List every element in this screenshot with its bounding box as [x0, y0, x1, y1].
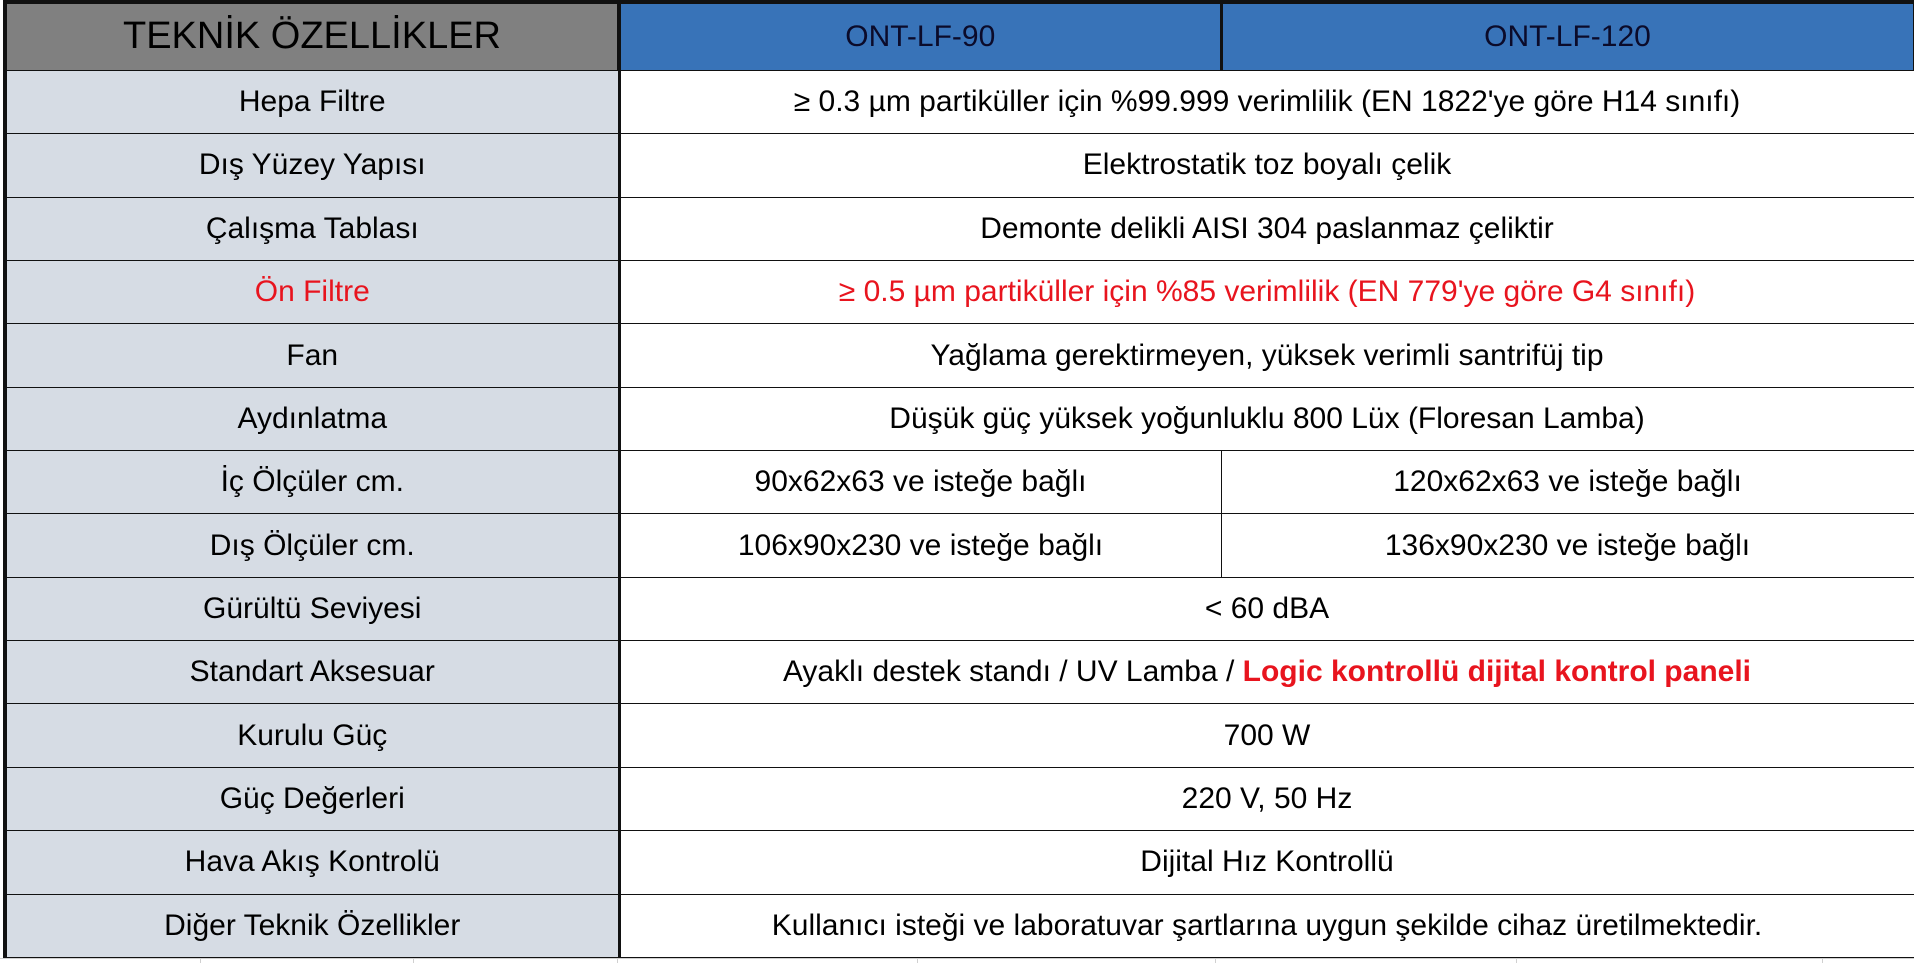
row-label: Dış Ölçüler cm. [5, 514, 619, 577]
row-label: Hepa Filtre [5, 70, 619, 133]
table-row [5, 387, 1914, 450]
row-value: Düşük güç yüksek yoğunluklu 800 Lüx (Floresan Lamba) [619, 387, 1914, 450]
model-header-ont-lf-120: ONT-LF-120 [1221, 2, 1914, 70]
gridline [200, 959, 201, 963]
table-row [5, 197, 1914, 260]
row-label: Ön Filtre [5, 260, 619, 323]
table-title: TEKNİK ÖZELLİKLER [5, 2, 619, 70]
table-row [5, 704, 1914, 767]
table-row [5, 514, 1914, 577]
row-value: ≥ 0.3 µm partiküller için %99.999 verimlilik (EN 1822'ye göre H14 sınıfı) [619, 70, 1914, 133]
row-label: Aydınlatma [5, 387, 619, 450]
model-header-ont-lf-90: ONT-LF-90 [619, 2, 1221, 70]
gridline [1822, 959, 1823, 963]
gridline [917, 959, 918, 963]
row-value: Demonte delikli AISI 304 paslanmaz çeliktir [619, 197, 1914, 260]
row-label: İç Ölçüler cm. [5, 451, 619, 514]
spec-table [3, 0, 1914, 958]
row-value: Dijital Hız Kontrollü [619, 831, 1914, 894]
table-row [5, 70, 1914, 133]
row-label: Gürültü Seviyesi [5, 577, 619, 640]
table-row [5, 767, 1914, 830]
row-value-ont-lf-90: 106x90x230 ve isteğe bağlı [619, 514, 1221, 577]
header-row [5, 2, 1914, 70]
row-value-plain-text: Ayaklı destek standı / UV Lamba / [782, 655, 1243, 689]
row-label: Diğer Teknik Özellikler [5, 894, 619, 957]
table-row [5, 831, 1914, 894]
table-row [5, 641, 1914, 704]
row-value-highlight-text: Logic kontrollü dijital kontrol paneli [1242, 655, 1752, 689]
gridline [413, 959, 414, 963]
spreadsheet-gridlines [0, 958, 1914, 963]
row-label: Fan [5, 324, 619, 387]
row-value-ont-lf-120: 120x62x63 ve isteğe bağlı [1221, 451, 1914, 514]
row-value: Yağlama gerektirmeyen, yüksek verimli santrifüj tip [619, 324, 1914, 387]
row-value: Kullanıcı isteği ve laboratuvar şartlarına uygun şekilde cihaz üretilmektedir. [619, 894, 1914, 957]
spec-sheet [3, 0, 1912, 958]
row-label: Çalışma Tablası [5, 197, 619, 260]
row-value-ont-lf-90: 90x62x63 ve isteğe bağlı [619, 451, 1221, 514]
table-row [5, 894, 1914, 957]
table-row [5, 451, 1914, 514]
table-row [5, 577, 1914, 640]
gridline [1215, 959, 1216, 963]
row-label: Standart Aksesuar [5, 641, 619, 704]
row-value: 220 V, 50 Hz [619, 767, 1914, 830]
row-label: Güç Değerleri [5, 767, 619, 830]
row-value: < 60 dBA [619, 577, 1914, 640]
row-label: Kurulu Güç [5, 704, 619, 767]
gridline [617, 959, 618, 963]
table-row [5, 134, 1914, 197]
row-value [619, 641, 1914, 704]
row-value: ≥ 0.5 µm partiküller için %85 verimlilik (EN 779'ye göre G4 sınıfı) [619, 260, 1914, 323]
row-value: 700 W [619, 704, 1914, 767]
table-row [5, 324, 1914, 387]
gridline [1516, 959, 1517, 963]
row-value: Elektrostatik toz boyalı çelik [619, 134, 1914, 197]
table-row-highlighted [5, 260, 1914, 323]
row-label: Dış Yüzey Yapısı [5, 134, 619, 197]
row-label: Hava Akış Kontrolü [5, 831, 619, 894]
row-value-ont-lf-120: 136x90x230 ve isteğe bağlı [1221, 514, 1914, 577]
